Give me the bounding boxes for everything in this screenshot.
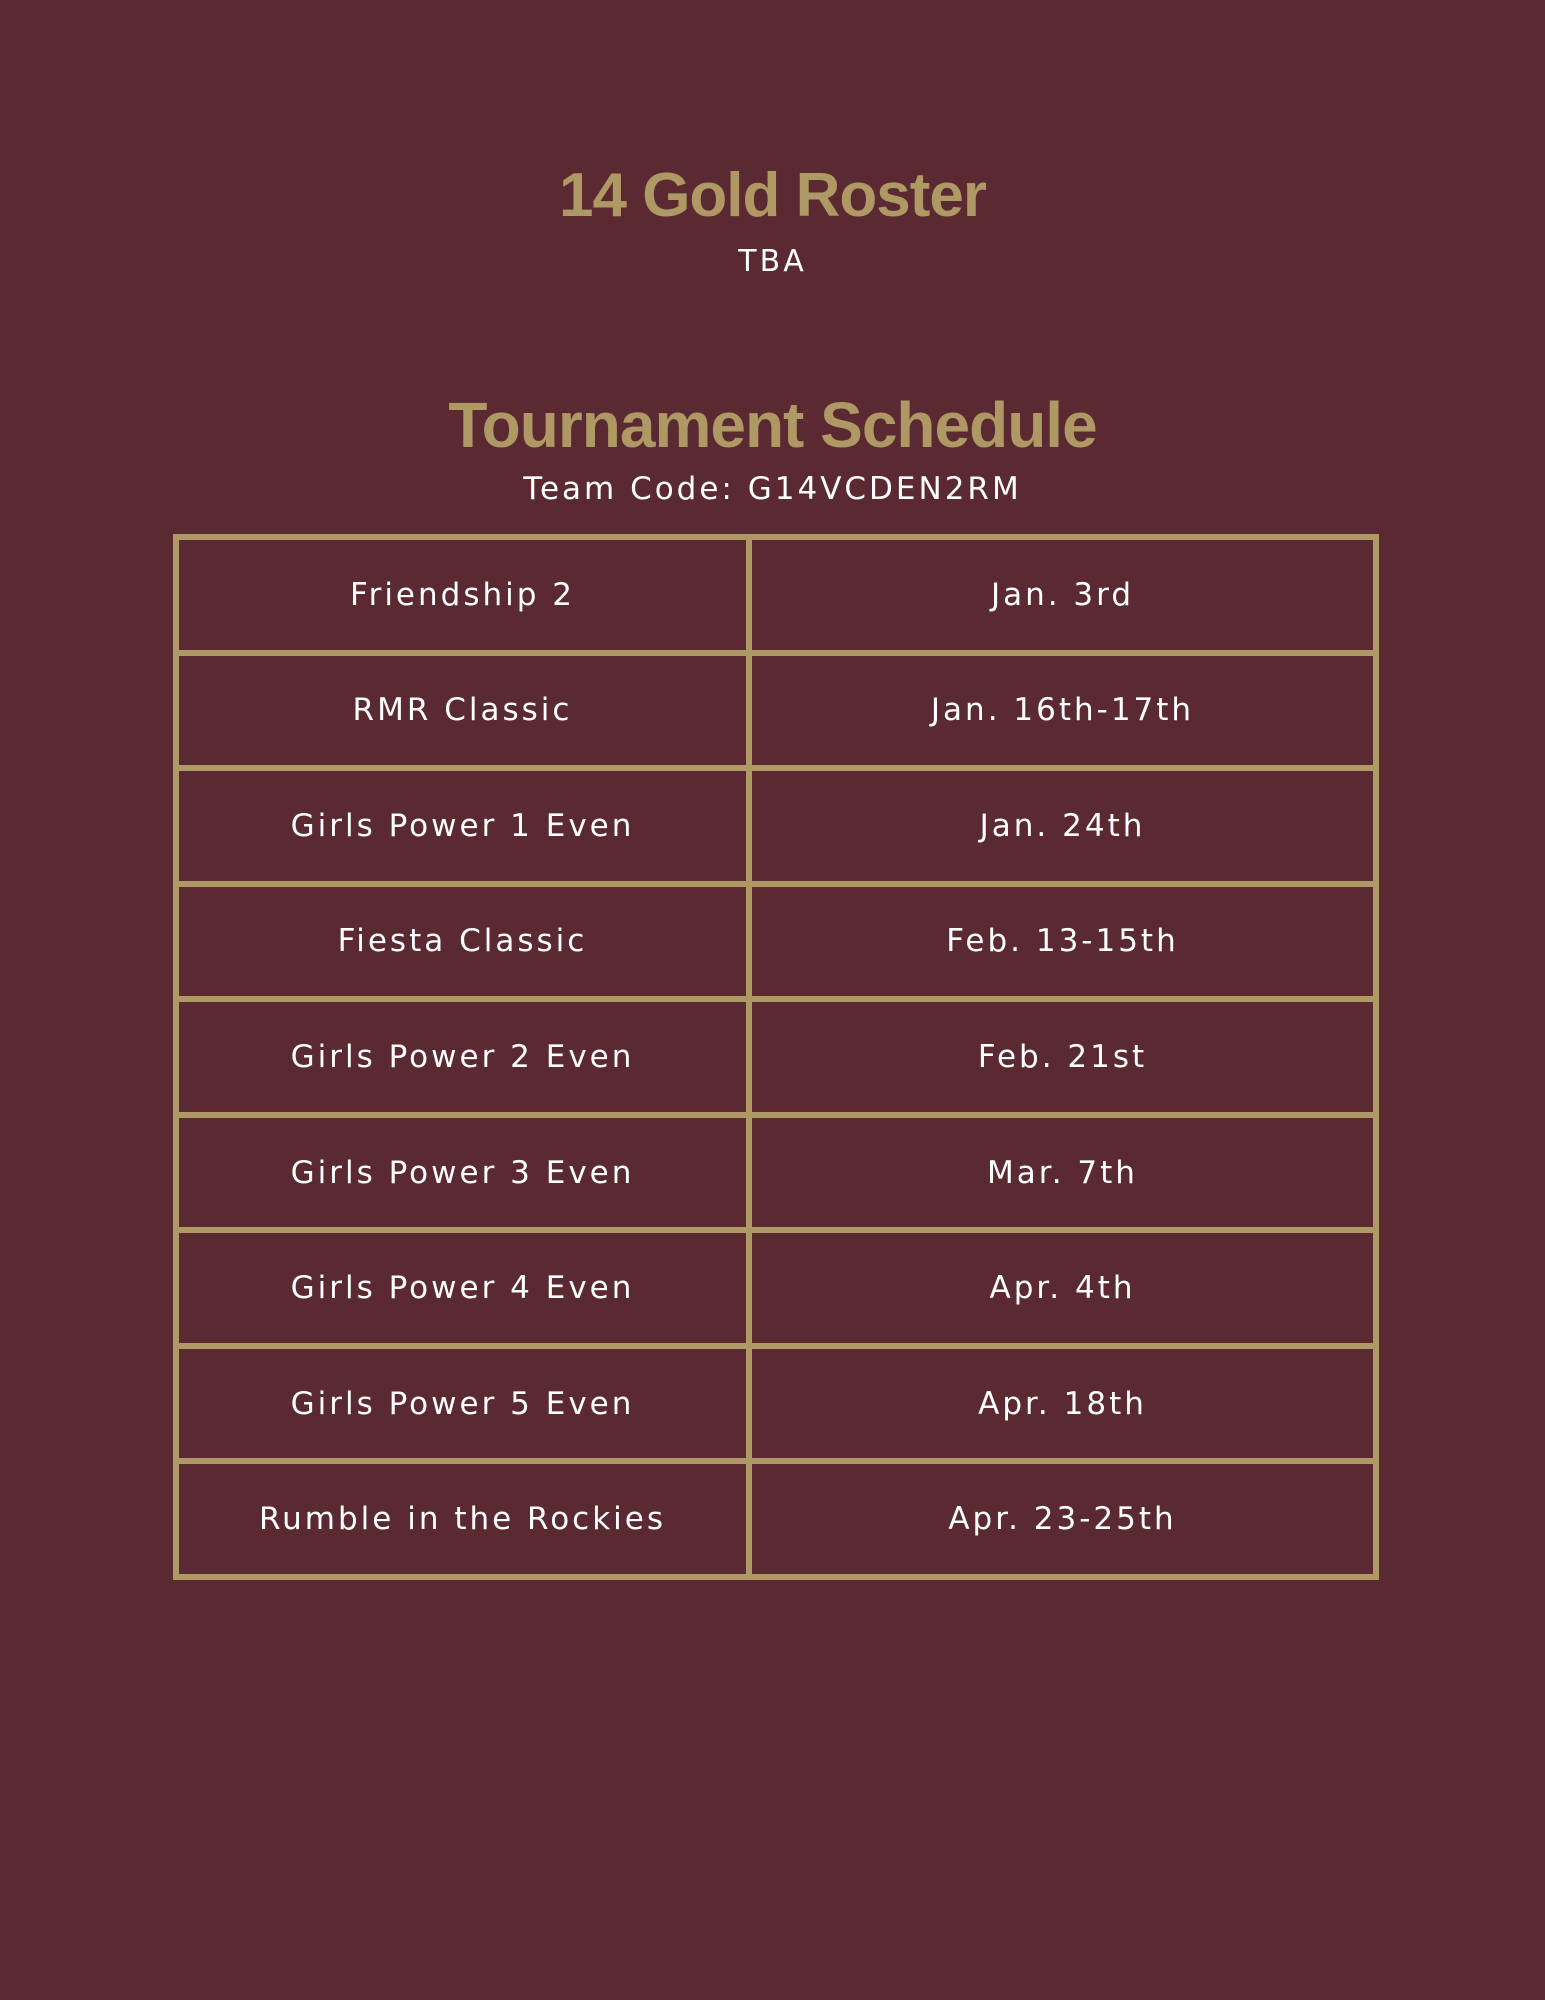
- table-row: [176, 1461, 1376, 1577]
- event-cell: Girls Power 2 Even: [176, 999, 749, 1115]
- event-cell: Rumble in the Rockies: [176, 1461, 749, 1577]
- date-cell: Apr. 18th: [749, 1346, 1376, 1462]
- date-cell: Mar. 7th: [749, 1115, 1376, 1231]
- table-row: [176, 768, 1376, 884]
- schedule-table: [173, 534, 1379, 1580]
- schedule-title: Tournament Schedule: [448, 389, 1097, 461]
- table-row: [176, 1115, 1376, 1231]
- table-row: [176, 999, 1376, 1115]
- date-cell: Jan. 16th-17th: [749, 653, 1376, 769]
- table-row: [176, 653, 1376, 769]
- date-cell: Jan. 3rd: [749, 537, 1376, 653]
- event-cell: Girls Power 4 Even: [176, 1230, 749, 1346]
- event-cell: Friendship 2: [176, 537, 749, 653]
- event-cell: Girls Power 3 Even: [176, 1115, 749, 1231]
- roster-title: 14 Gold Roster: [559, 161, 986, 230]
- table-row: [176, 1346, 1376, 1462]
- event-cell: Fiesta Classic: [176, 884, 749, 1000]
- date-cell: Apr. 23-25th: [749, 1461, 1376, 1577]
- event-cell: RMR Classic: [176, 653, 749, 769]
- table-row: [176, 1230, 1376, 1346]
- event-cell: Girls Power 5 Even: [176, 1346, 749, 1462]
- roster-subtitle: TBA: [738, 244, 807, 279]
- date-cell: Jan. 24th: [749, 768, 1376, 884]
- date-cell: Apr. 4th: [749, 1230, 1376, 1346]
- table-row: [176, 537, 1376, 653]
- team-code: Team Code: G14VCDEN2RM: [523, 471, 1022, 507]
- event-cell: Girls Power 1 Even: [176, 768, 749, 884]
- date-cell: Feb. 21st: [749, 999, 1376, 1115]
- table-row: [176, 884, 1376, 1000]
- date-cell: Feb. 13-15th: [749, 884, 1376, 1000]
